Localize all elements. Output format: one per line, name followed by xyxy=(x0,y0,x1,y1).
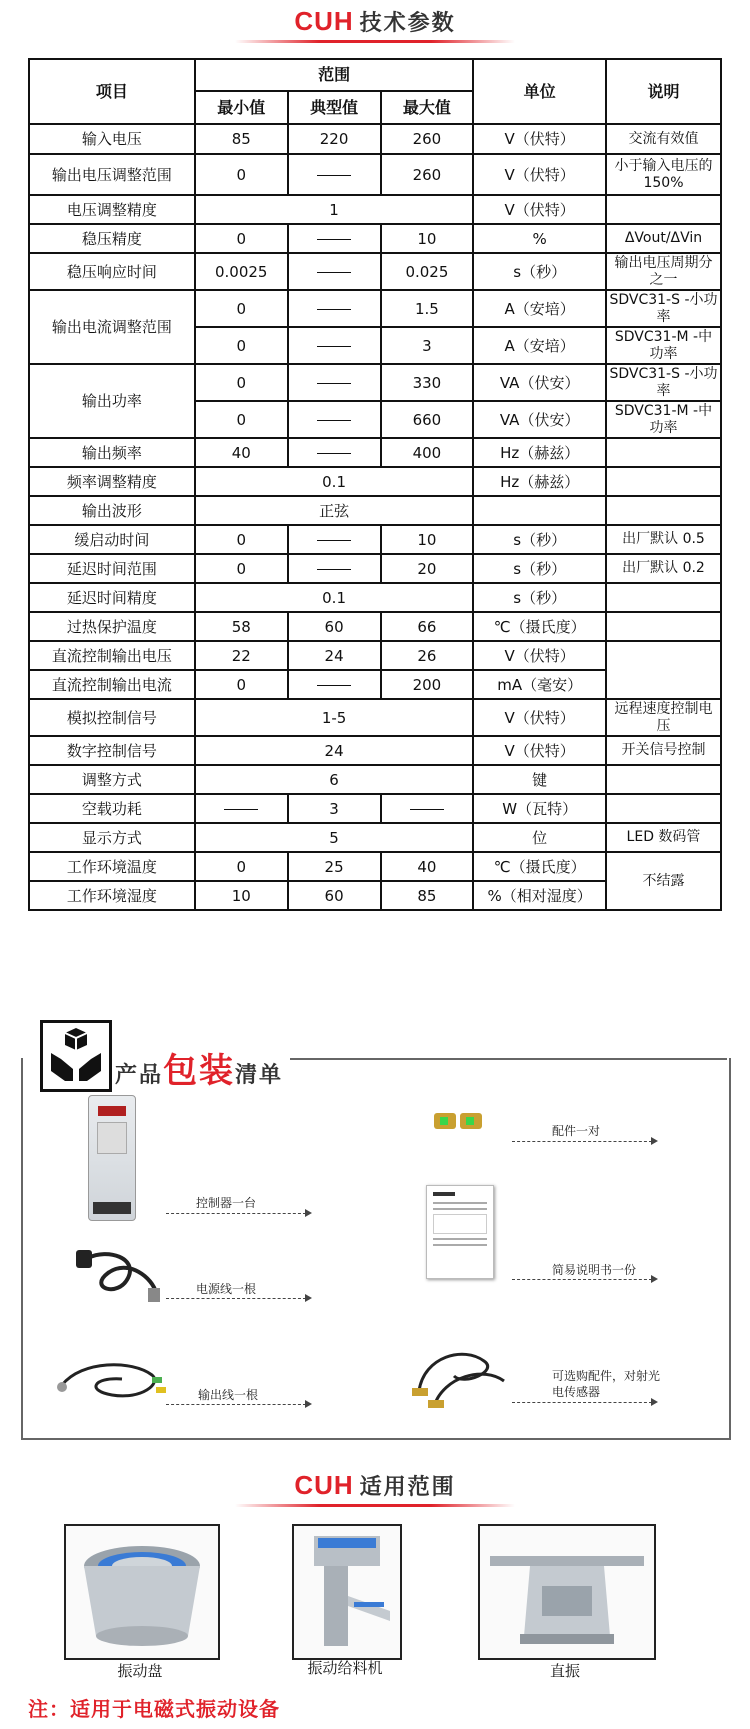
spec-row xyxy=(29,583,721,612)
spec-table xyxy=(28,58,722,911)
application-section-title xyxy=(0,1470,750,1501)
spec-item: 频率调整精度 xyxy=(29,467,195,496)
spec-item: 显示方式 xyxy=(29,823,195,852)
spec-unit: A（安培） xyxy=(473,327,606,364)
spec-min: 0 xyxy=(195,852,288,881)
brand-logo: CUH xyxy=(294,6,354,36)
header-min: 最小值 xyxy=(195,91,288,124)
pack-pointer-1 xyxy=(166,1213,306,1214)
spec-row xyxy=(29,195,721,224)
spec-item: 输出电流调整范围 xyxy=(29,290,195,364)
spec-unit: s（秒） xyxy=(473,253,606,290)
dash-mark xyxy=(317,453,351,454)
spec-item: 输出波形 xyxy=(29,496,195,525)
pack-pointer-4 xyxy=(512,1141,652,1142)
dash-mark xyxy=(317,383,351,384)
packing-title-c: 清单 xyxy=(235,1063,284,1088)
spec-item: 延迟时间范围 xyxy=(29,554,195,583)
spec-item: 电压调整精度 xyxy=(29,195,195,224)
spec-row xyxy=(29,253,721,290)
spec-typ-dash xyxy=(288,670,381,699)
spec-desc xyxy=(606,612,721,641)
spec-item: 稳压响应时间 xyxy=(29,253,195,290)
spec-typ: 3 xyxy=(288,794,381,823)
spec-desc xyxy=(606,438,721,467)
spec-item: 数字控制信号 xyxy=(29,736,195,765)
spec-min: 0 xyxy=(195,154,288,195)
spec-row xyxy=(29,290,721,327)
spec-desc: SDVC31-S -小功率 xyxy=(606,364,721,401)
spec-max: 0.025 xyxy=(381,253,474,290)
app-caption-2: 振动给料机 xyxy=(307,1659,383,1677)
spec-typ: 60 xyxy=(288,612,381,641)
spec-item: 过热保护温度 xyxy=(29,612,195,641)
spec-item: 稳压精度 xyxy=(29,224,195,253)
spec-desc xyxy=(606,794,721,823)
spec-unit xyxy=(473,496,606,525)
spec-desc xyxy=(606,496,721,525)
spec-desc: 出厂默认 0.5 xyxy=(606,525,721,554)
spec-item: 输出电压调整范围 xyxy=(29,154,195,195)
spec-max: 260 xyxy=(381,124,474,154)
spec-max: 400 xyxy=(381,438,474,467)
pack-label-6: 可选购配件，对射光电传感器 xyxy=(552,1369,661,1399)
spec-min: 40 xyxy=(195,438,288,467)
header-item: 项目 xyxy=(29,59,195,124)
app-caption-3: 直振 xyxy=(549,1662,580,1680)
spec-row xyxy=(29,364,721,401)
spec-min: 0 xyxy=(195,670,288,699)
spec-min: 0 xyxy=(195,401,288,438)
spec-desc: SDVC31-M -中功率 xyxy=(606,327,721,364)
dash-mark xyxy=(317,540,351,541)
spec-min: 0 xyxy=(195,525,288,554)
spec-min: 0 xyxy=(195,554,288,583)
spec-unit: V（伏特） xyxy=(473,124,606,154)
dash-mark xyxy=(317,309,351,310)
spec-typ: 25 xyxy=(288,852,381,881)
spec-item: 输出频率 xyxy=(29,438,195,467)
app-caption-1: 振动盘 xyxy=(117,1662,163,1680)
pack-label-1: 控制器一台 xyxy=(196,1196,257,1210)
spec-unit: s（秒） xyxy=(473,554,606,583)
spec-range-value: 正弦 xyxy=(195,496,474,525)
spec-unit: Hz（赫兹） xyxy=(473,467,606,496)
spec-row xyxy=(29,852,721,881)
spec-row xyxy=(29,765,721,794)
dash-mark xyxy=(317,272,351,273)
packing-title-b: 包装 xyxy=(163,1051,236,1091)
spec-row xyxy=(29,823,721,852)
spec-range-value: 24 xyxy=(195,736,474,765)
spec-item: 延迟时间精度 xyxy=(29,583,195,612)
spec-unit: s（秒） xyxy=(473,583,606,612)
spec-min: 10 xyxy=(195,881,288,910)
spec-max: 260 xyxy=(381,154,474,195)
spec-item: 空载功耗 xyxy=(29,794,195,823)
spec-max-dash xyxy=(381,794,474,823)
spec-row xyxy=(29,794,721,823)
spec-max: 66 xyxy=(381,612,474,641)
dash-mark xyxy=(317,569,351,570)
vibratory-feeder-image xyxy=(292,1524,402,1660)
spec-item: 输出功率 xyxy=(29,364,195,438)
spec-row xyxy=(29,496,721,525)
spec-row xyxy=(29,554,721,583)
spec-row xyxy=(29,154,721,195)
spec-max: 200 xyxy=(381,670,474,699)
spec-typ-dash xyxy=(288,253,381,290)
spec-max: 10 xyxy=(381,224,474,253)
photo-sensor-image xyxy=(404,1336,514,1416)
spec-desc: ΔVout/ΔVin xyxy=(606,224,721,253)
spec-min: 22 xyxy=(195,641,288,670)
dash-mark xyxy=(317,685,351,686)
spec-max: 40 xyxy=(381,852,474,881)
pack-label-5: 简易说明书一份 xyxy=(552,1263,637,1277)
spec-min: 85 xyxy=(195,124,288,154)
pack-label-3: 输出线一根 xyxy=(198,1388,259,1402)
spec-desc: 交流有效值 xyxy=(606,124,721,154)
linear-feeder-image xyxy=(478,1524,656,1660)
spec-unit: %（相对湿度） xyxy=(473,881,606,910)
spec-item: 模拟控制信号 xyxy=(29,699,195,736)
spec-item: 工作环境湿度 xyxy=(29,881,195,910)
spec-typ-dash xyxy=(288,154,381,195)
pack-pointer-5 xyxy=(512,1279,652,1280)
spec-max: 85 xyxy=(381,881,474,910)
spec-typ-dash xyxy=(288,438,381,467)
package-hands-icon xyxy=(40,1020,112,1092)
spec-range-value: 1 xyxy=(195,195,474,224)
spec-max: 26 xyxy=(381,641,474,670)
dash-mark xyxy=(317,175,351,176)
spec-desc: 小于输入电压的 150% xyxy=(606,154,721,195)
spec-unit: V（伏特） xyxy=(473,154,606,195)
vibratory-bowl-image xyxy=(64,1524,220,1660)
spec-desc: 远程速度控制电压 xyxy=(606,699,721,736)
controller-image xyxy=(88,1095,136,1221)
spec-min-dash xyxy=(195,794,288,823)
spec-row xyxy=(29,699,721,736)
spec-desc: 出厂默认 0.2 xyxy=(606,554,721,583)
spec-row xyxy=(29,467,721,496)
spec-item: 工作环境温度 xyxy=(29,852,195,881)
spec-max: 660 xyxy=(381,401,474,438)
spec-unit: s（秒） xyxy=(473,525,606,554)
spec-unit: A（安培） xyxy=(473,290,606,327)
spec-row xyxy=(29,525,721,554)
header-max: 最大值 xyxy=(381,91,474,124)
header-unit: 单位 xyxy=(473,59,606,124)
header-typ: 典型值 xyxy=(288,91,381,124)
spec-section-title xyxy=(0,6,750,37)
connectors-image xyxy=(430,1103,490,1139)
spec-min: 58 xyxy=(195,612,288,641)
spec-unit: mA（毫安） xyxy=(473,670,606,699)
spec-desc: LED 数码管 xyxy=(606,823,721,852)
spec-title: 技术参数 xyxy=(359,11,456,36)
spec-typ-dash xyxy=(288,327,381,364)
spec-typ: 220 xyxy=(288,124,381,154)
spec-unit: ℃（摄氏度） xyxy=(473,612,606,641)
spec-row xyxy=(29,124,721,154)
dash-mark xyxy=(317,346,351,347)
pack-label-4: 配件一对 xyxy=(552,1124,601,1138)
packing-title xyxy=(115,1043,283,1092)
manual-image xyxy=(426,1185,494,1279)
spec-desc xyxy=(606,195,721,224)
spec-item: 输入电压 xyxy=(29,124,195,154)
spec-row xyxy=(29,438,721,467)
spec-unit: 键 xyxy=(473,765,606,794)
spec-min: 0.0025 xyxy=(195,253,288,290)
output-cable-image xyxy=(52,1355,170,1407)
spec-typ-dash xyxy=(288,364,381,401)
spec-desc: 开关信号控制 xyxy=(606,736,721,765)
spec-typ-dash xyxy=(288,401,381,438)
spec-typ: 24 xyxy=(288,641,381,670)
dash-mark xyxy=(224,809,258,810)
spec-min: 0 xyxy=(195,364,288,401)
dash-mark xyxy=(410,809,444,810)
application-title: 适用范围 xyxy=(359,1475,456,1500)
spec-unit: W（瓦特） xyxy=(473,794,606,823)
spec-desc xyxy=(606,765,721,794)
spec-desc: SDVC31-M -中功率 xyxy=(606,401,721,438)
spec-min: 0 xyxy=(195,290,288,327)
spec-max: 10 xyxy=(381,525,474,554)
spec-row xyxy=(29,641,721,670)
power-cord-image xyxy=(68,1238,164,1308)
spec-max: 3 xyxy=(381,327,474,364)
header-range: 范围 xyxy=(195,59,474,91)
spec-row xyxy=(29,224,721,253)
spec-range-value: 5 xyxy=(195,823,474,852)
spec-unit: VA（伏安） xyxy=(473,364,606,401)
spec-desc xyxy=(606,583,721,612)
spec-max: 20 xyxy=(381,554,474,583)
spec-desc xyxy=(606,641,721,699)
spec-desc: 不结露 xyxy=(606,852,721,910)
header-row xyxy=(29,59,721,91)
spec-typ-dash xyxy=(288,525,381,554)
spec-item: 缓启动时间 xyxy=(29,525,195,554)
spec-unit: VA（伏安） xyxy=(473,401,606,438)
spec-unit: V（伏特） xyxy=(473,736,606,765)
spec-unit: V（伏特） xyxy=(473,641,606,670)
packing-title-a: 产品 xyxy=(115,1063,164,1088)
spec-unit: V（伏特） xyxy=(473,195,606,224)
spec-range-value: 0.1 xyxy=(195,583,474,612)
title-underline xyxy=(235,40,515,43)
pack-label-2: 电源线一根 xyxy=(196,1282,257,1296)
pack-pointer-2 xyxy=(166,1298,306,1299)
dash-mark xyxy=(317,239,351,240)
spec-typ-dash xyxy=(288,224,381,253)
spec-item: 直流控制输出电压 xyxy=(29,641,195,670)
spec-item: 调整方式 xyxy=(29,765,195,794)
application-note: 注：适用于电磁式振动设备 xyxy=(28,1697,280,1721)
spec-unit: V（伏特） xyxy=(473,699,606,736)
spec-unit: 位 xyxy=(473,823,606,852)
spec-item: 直流控制输出电流 xyxy=(29,670,195,699)
spec-typ: 60 xyxy=(288,881,381,910)
spec-range-value: 6 xyxy=(195,765,474,794)
spec-desc: 输出电压周期分之一 xyxy=(606,253,721,290)
spec-min: 0 xyxy=(195,327,288,364)
spec-range-value: 1-5 xyxy=(195,699,474,736)
spec-row xyxy=(29,736,721,765)
spec-max: 1.5 xyxy=(381,290,474,327)
spec-unit: Hz（赫兹） xyxy=(473,438,606,467)
spec-unit: % xyxy=(473,224,606,253)
brand-logo-2: CUH xyxy=(294,1470,354,1500)
spec-desc: SDVC31-S -小功率 xyxy=(606,290,721,327)
spec-max: 330 xyxy=(381,364,474,401)
spec-row xyxy=(29,612,721,641)
spec-typ-dash xyxy=(288,554,381,583)
spec-desc xyxy=(606,467,721,496)
spec-min: 0 xyxy=(195,224,288,253)
pack-pointer-3 xyxy=(166,1404,306,1405)
header-desc: 说明 xyxy=(606,59,721,124)
spec-typ-dash xyxy=(288,290,381,327)
title-underline-2 xyxy=(235,1504,515,1507)
dash-mark xyxy=(317,420,351,421)
spec-range-value: 0.1 xyxy=(195,467,474,496)
pack-pointer-6 xyxy=(512,1402,652,1403)
spec-unit: ℃（摄氏度） xyxy=(473,852,606,881)
